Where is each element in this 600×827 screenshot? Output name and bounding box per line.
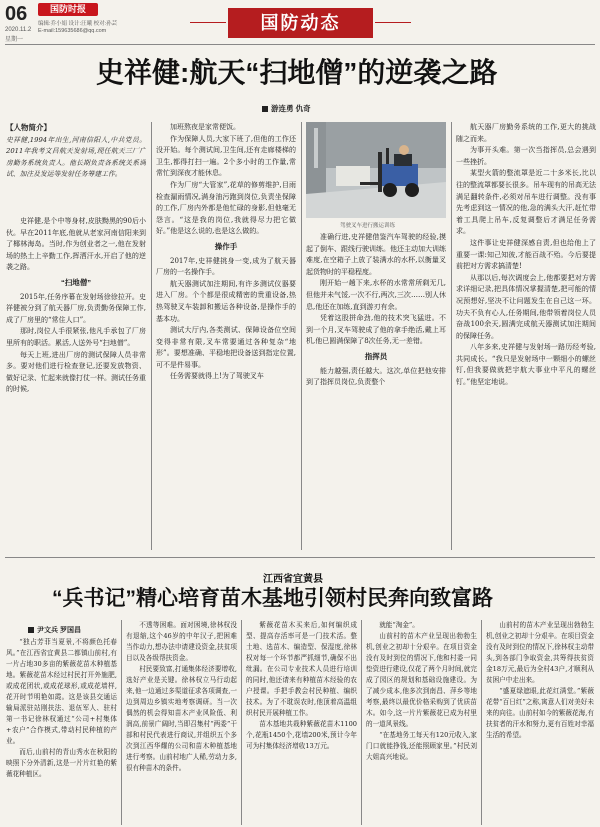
paragraph: 苗木基地共栽种紫薇花苗木1100个,花瓶1450个,花墙200米,预计今年可为村集体经济增收13万元。 — [246, 720, 357, 750]
subheading: 操作手 — [214, 241, 238, 251]
article2-byline — [28, 625, 81, 635]
contact-email[interactable]: E-mail:159635686@qq.com — [38, 28, 107, 34]
article2-authors: 尹文兵 罗国昌 — [37, 627, 81, 634]
page-number: 06 — [5, 3, 28, 25]
paragraph: 航天器厂房勤务系统的工作,更大的挑战随之而来。 — [456, 123, 596, 143]
issue-weekday: 星期一 — [5, 37, 24, 43]
paragraph: 山前村的苗木产业呈现出勃勃生机,创业之初却十分艰辛。在项目资金没有及时到位的情况下,他和村委一同垫资进行建设,仅花了两个月时间,就完成了园区的规划和基础设施建设。为了减少成本,他多次到南昌、萍乡等地考察,最终以最优价格采购到了优质苗木。如今,这一片片紫薇花已成为村里的一道风景线。 — [366, 632, 477, 728]
article1-column-4 — [456, 122, 596, 552]
column-rule — [481, 620, 482, 825]
paragraph: 每天上班,进出厂房的测试保障人员非常多。要对他们进行检查登记,还要发放物资、做好记录、忙起来就像打仗一样。测试任务重的时候, — [6, 350, 146, 394]
bio-label: 【人物简介】 — [6, 123, 51, 132]
paragraph: 那时,岗位人手很紧张,他凡手承包了厂房里所有的职活。累活,人送外号“扫地僧”。 — [6, 327, 146, 347]
column-rule — [121, 620, 122, 825]
paragraph: 而后,山前村的青山秀水在秋阳的映照下分外清新,这是一片片红艳的紫薇花种植区。 — [6, 748, 117, 778]
article1-byline — [262, 103, 311, 114]
photo-caption: 驾驶叉车进行搬运训练 — [340, 223, 396, 229]
article2-column-1 — [6, 637, 117, 825]
newspaper-logo: 国防时报 — [38, 3, 98, 16]
paragraph: 2015年,任务序幕在发射场徐徐拉开。史祥健被分到了航天器厂房,负责勤务保障工作,成了厂房里的“常住人口”。 — [6, 292, 146, 324]
article2-kicker: 江西省宜黄县 — [263, 574, 323, 585]
paragraph: 凭着这股拼命劲,他的技术突飞猛进。不到一个月,叉车驾驶成了他的拿手绝活,戴上耳机,他已圆满保障了8次任务,无一差错。 — [306, 314, 446, 346]
paragraph: 作为厂房“大管家”,花草的修剪维护,目雨检查漏雨情况,满身油污跑到岗位,负责坐保障的工作,厂房内外都是他忙碌的身影,但他毫无怨言。“这是我的岗位,我就得尽力把它做好。”他是这么说的,也是这么做的。 — [156, 180, 296, 236]
byline-square-icon — [28, 627, 34, 633]
article2-column-4 — [366, 620, 477, 825]
paragraph: 某型火箭的整流罩是近二十多米长,比以往的整流罩都要长很多。吊车现有的吊高无法满足翻转条件,必须对吊车进行调整。没有事先考虑到这一情况的他,急的满头大汗,赶忙带着工具爬上吊车,反复调整后才满足任务需求。 — [456, 169, 596, 236]
paragraph: 能力越强,责任越大。这次,单位把他安排到了指挥员岗位,负责整个 — [306, 366, 446, 387]
column-rule — [451, 122, 452, 550]
article1-column-1 — [6, 216, 146, 546]
article2-column-2 — [126, 620, 237, 825]
paragraph: 2017年,史祥健挑身一变,成为了航天器厂房的一名操作手。 — [156, 256, 296, 277]
paragraph: 刚开始一趟下来,水杯的水常常所剩无几,但他并未气馁,一次不行,两次,三次……别人休息,他还在加练,直到游刃有余。 — [306, 279, 446, 311]
banner-left-rule — [190, 22, 226, 23]
paragraph: 为事开头难。第一次当指挥员,总会遇到一些挫折。 — [456, 146, 596, 166]
bio-text: 史祥健,1994年出生,河南信阳人,中共党员。2011年我考文昌航天发射场,现任航天三厂广房勤务系统负责人。他长期负责各系统关系调试、加注及发运等发射任务筹建工作。 — [6, 135, 146, 179]
article-divider — [5, 557, 595, 558]
paragraph: 村民要致富,打通集体经济要增收,选好产业是关键。徐林权立马行动起来,他一边通过多渠道征求各项调查,一边到周边乡镇实地考察调研。当一次偶然的机会得知苗木产业风险低、利润高,前景广阔时,当即召集村“两委”干部和村民代表进行商议,并组织五个多次到江西华耀的公司和苗木种植基地进行考察。山前村地广人稀,劳动力多,很有种苗木的条件。 — [126, 665, 237, 772]
article1-column-2 — [156, 122, 296, 552]
article1-headline: 史祥健:航天“扫地僧”的逆袭之路 — [96, 57, 498, 88]
paragraph: 不透等困难。面对困境,徐林权没有退缩,这个46岁的中年汉子,把困难当作动力,想办法申请建设资金,扶贫项目以及各级帮扶资金。 — [126, 621, 237, 662]
paragraph: 这件事让史祥健深感自责,但也给他上了重要一课:知己知彼,才能百战不殆。今后要提前把对方需求搞清楚! — [456, 238, 596, 271]
article2-column-5 — [486, 620, 594, 825]
column-rule — [151, 122, 152, 550]
header-rule — [5, 44, 595, 45]
section-banner — [228, 8, 373, 38]
paragraph: 山前村的苗木产业呈现出勃勃生机,创业之初却十分艰辛。在项目资金没有及时到位的情况下,徐林权主动带头,到各部门争取资金,共筹得扶贫资金18万元,最后为全村43户,才顺利从贫困户中走出来。 — [486, 621, 594, 684]
paragraph: 史祥健,是个中等身材,皮肤黝黑的90后小伙。早在2011年底,他就从老家河南信阳来到了椰林海岛。当时,作为创业者之一,他在发射场的热土上辛勤工作,挥洒汗水,开启了他的逆袭之路。 — [6, 217, 146, 272]
paragraph: “盛夏绿遮眼,此花红满堂。”紫薇花带“百日红”之称,寓意人们对美好未来的向往。山前村如今的紫薇花海,有扶贫者的汗水和努力,更有百姓对幸福生活的希望。 — [486, 687, 594, 739]
page-header — [0, 0, 600, 46]
issue-date: 2020.11.2 — [5, 27, 32, 33]
paragraph: 准确行进,史祥健借鉴汽车驾驶的经验,摸起了倒车、跟线行驶训练。他还主动加大训练难度,在空箱子上放了装满水的水杯,以衡量叉起货物时的平稳程度。 — [306, 233, 446, 276]
editor-credits: 编辑:乔小娟 设计:汪曦 校对:孙芸 — [38, 21, 118, 27]
byline-square-icon — [262, 106, 268, 112]
paragraph: 航天器测试加注期间,有许多测试仪器要进入厂房。个个都是很成精密的贵重设备,热热驾驶叉车装卸和搬运各种设备,是操作手的基本功。 — [156, 279, 296, 323]
section-title: 国防动态 — [260, 13, 341, 33]
paragraph: 紫薇花苗木买来后,如何编织成型、提高存活率可是一门技术活。整土地、选苗木、编造型、保湿度,徐林权对每一个环节都严抓细节,确保不出纰漏。在公司专业技术人员进行培训的同时,他还请来有种植苗木经验的农户授课。手把手教会村民种植、编织技术。为了不耽误农时,他顶着高温组织村民开展种植工作。 — [246, 621, 357, 717]
paragraph: 八年多来,史祥健与发射场一路历经考验,共同成长。“我只是发射场中一颗细小的螺丝钉,但我要做就把宇航大事业中平凡的螺丝钉。”他坚定地说。 — [456, 343, 596, 387]
article1-authors: 游连勇 仇奇 — [271, 104, 311, 113]
paragraph: “在基地务工每天有120元收入,家门口就能挣钱,还能照顾家里。”村民刘大姐高兴地说。 — [366, 731, 477, 761]
article1-column-3 — [306, 232, 446, 552]
subheading: “扫地僧” — [61, 277, 91, 287]
bio-box — [6, 122, 146, 181]
paragraph: 任务需要就得上!为了驾驶叉车 — [170, 372, 264, 381]
forklift-photo-image — [306, 122, 446, 218]
article2-column-3 — [246, 620, 357, 825]
paragraph: 加班熬夜是家常便饭。 — [170, 123, 240, 131]
forklift-photo — [306, 122, 446, 218]
paragraph: 作为保障人员,大家下班了,但他的工作还没开始。每个测试间,卫生间,还有走廊楼梯的卫生,都得打扫一遍。2个多小时的工作量,常常忙到深夜才能休息。 — [156, 134, 296, 178]
banner-right-rule — [375, 22, 411, 23]
column-rule — [361, 620, 362, 825]
column-rule — [301, 122, 302, 550]
paragraph: 就能“淘金”。 — [379, 621, 419, 629]
paragraph: 从那以后,每次调度会上,他都要把对方需求详细记录,把具体情况掌握清楚,把可能的情况预想好,坚决不让问题发生在自己这一环。功夫不负有心人,任务期间,他带领着岗位人员奋战100余天,圆满完成航天器测试加注期间的保障任务。 — [456, 273, 596, 340]
article2-headline: “兵书记”精心培育苗木基地引领村民奔向致富路 — [52, 587, 493, 610]
subheading: 指挥员 — [364, 351, 388, 361]
paragraph: 测试大厅内,各类测试、保障设备位空间变得非常有限,叉车常要通过各种复杂“地形”。要想准确、平稳地把设备送到指定位置,可不是件易事。 — [156, 326, 296, 369]
paragraph: “独占芳菲当夏景,不将颜色托春风。”在江西省宜黄县二都镇山前村,有一片占地30多亩的紫薇花苗木种植基地。紫薇花苗木经过村民打开外施肥,或成花团状,或成花球形,或成花墙样,花开时节明艳如霞。这是该县交通运输局派驻站刚扶法、退伍军人、驻村第一书记徐林权通过“公司+村集体+农户”合作模式,带动村民种植的产业。 — [6, 638, 117, 745]
column-rule — [241, 620, 242, 825]
